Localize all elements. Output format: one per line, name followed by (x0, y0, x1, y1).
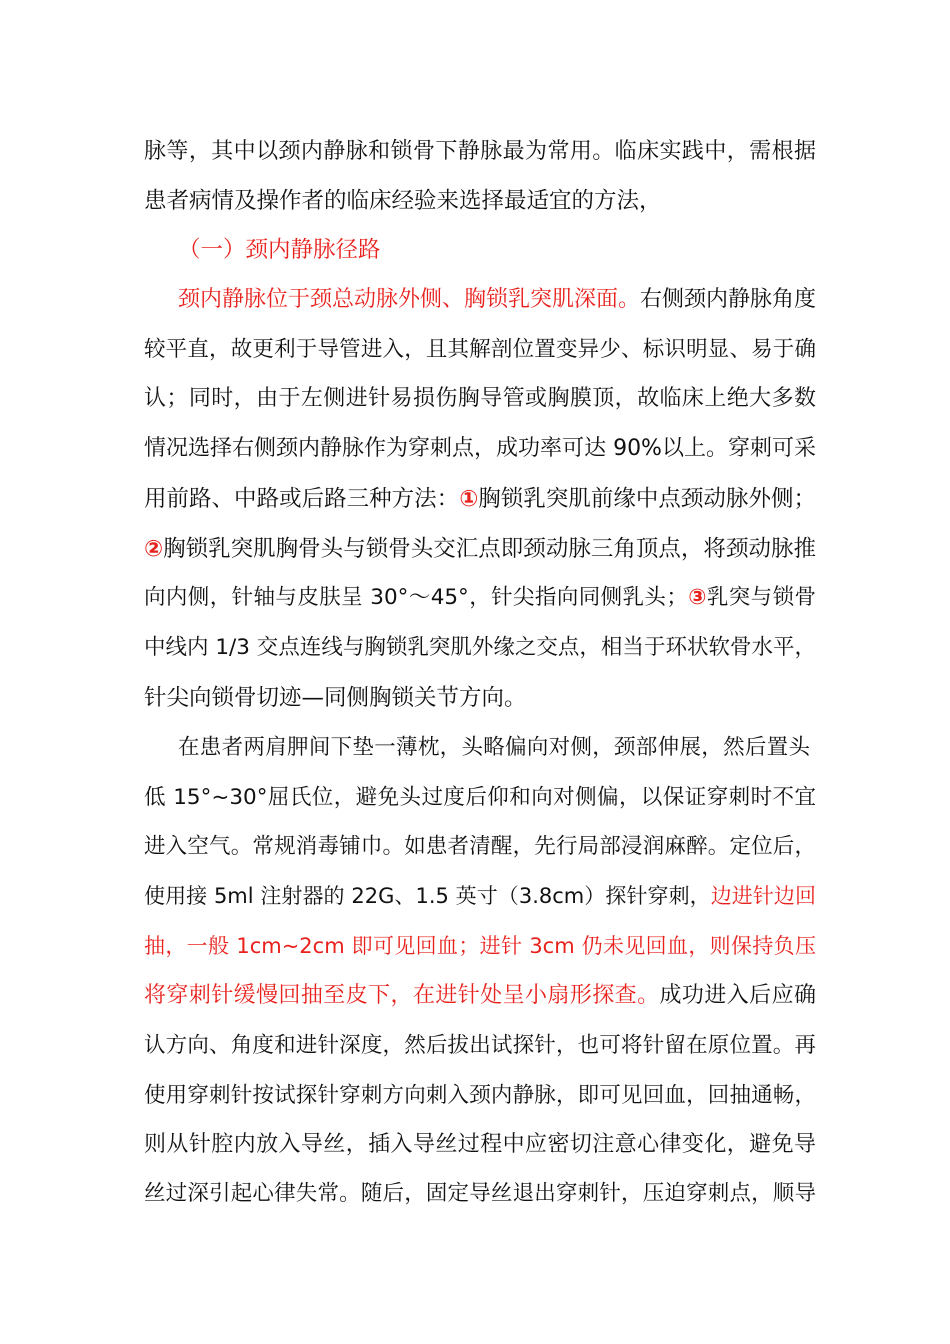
text-line (144, 433, 816, 465)
text-line (144, 1129, 816, 1161)
text-span: 中线内 1/3 交点连线与胸锁乳突肌外缘之交点，相当于环状软骨水平， (144, 635, 816, 660)
highlight-span: 颈内静脉位于颈总动脉外侧、胸锁乳突肌深面。 (178, 287, 641, 312)
text-line (144, 136, 816, 168)
text-line (144, 880, 816, 912)
marker-3: ③ (687, 585, 707, 610)
text-span: 脉等，其中以颈内静脉和锁骨下静脉最为常用。临床实践中，需根据 (144, 139, 816, 164)
marker-2: ② (144, 536, 164, 562)
text-span: 使用穿刺针按试探针穿刺方向刺入颈内静脉，即可见回血，回抽通畅， (144, 1083, 816, 1108)
text-span: （一）颈内静脉径路 (178, 237, 381, 263)
text-line (144, 682, 816, 714)
text-span: 患者病情及操作者的临床经验来选择最适宜的方法， (144, 188, 662, 214)
text-span: 右侧颈内静脉角度 (640, 287, 816, 312)
text-span: 丝过深引起心律失常。随后，固定导丝退出穿刺针，压迫穿刺点，顺导 (144, 1181, 816, 1206)
text-line (144, 483, 816, 515)
text-span: 情况选择右侧颈内静脉作为穿刺点，成功率可达 90%以上。穿刺可采 (144, 436, 816, 461)
text-line (144, 1178, 816, 1210)
section-heading (178, 234, 818, 266)
text-line (144, 185, 816, 217)
text-span: 则从针腔内放入导丝，插入导丝过程中应密切注意心律变化，避免导 (144, 1132, 816, 1157)
marker-1: ① (459, 486, 479, 512)
highlight-span: 边进针边回 (710, 884, 816, 908)
text-span: 针尖向锁骨切迹—同侧胸锁关节方向。 (144, 685, 527, 711)
text-span: 胸锁乳突肌前缘中点颈动脉外侧； (478, 486, 816, 512)
text-line (144, 632, 816, 664)
text-line (144, 334, 816, 366)
highlight-span: 抽，一般 1cm~2cm 即可见回血；进针 3cm 仍未见回血，则保持负压 (144, 934, 816, 958)
text-span: 胸锁乳突肌胸骨头与锁骨头交汇点即颈动脉三角顶点，将颈动脉推 (163, 536, 816, 562)
highlight-span: 将穿刺针缓慢回抽至皮下，在进针处呈小扇形探查。 (144, 983, 660, 1008)
text-span: 乳突与锁骨 (706, 585, 816, 610)
text-line (144, 1080, 816, 1112)
text-line (144, 582, 816, 614)
text-line (144, 980, 816, 1012)
text-line (178, 732, 810, 764)
text-line (178, 284, 816, 316)
text-span: 认方向、角度和进针深度，然后拔出试探针，也可将针留在原位置。再 (144, 1033, 816, 1058)
text-line (144, 383, 816, 415)
text-span: 低 15°~30°屈氏位，避免头过度后仰和向对侧偏，以保证穿刺时不宜 (144, 785, 816, 810)
text-span: 进入空气。常规消毒铺巾。如患者清醒，先行局部浸润麻醉。定位后， (144, 834, 816, 859)
text-line (144, 1030, 816, 1062)
text-span: 使用接 5ml 注射器的 22G、1.5 英寸（3.8cm）探针穿刺， (144, 884, 711, 908)
text-span: 在患者两肩胛间下垫一薄枕，头略偏向对侧，颈部伸展，然后置头 (178, 735, 810, 760)
text-line (144, 782, 816, 814)
text-span: 认；同时，由于左侧进针易损伤胸导管或胸膜顶，故临床上绝大多数 (144, 386, 816, 411)
text-span: 向内侧，针轴与皮肤呈 30°～45°，针尖指向同侧乳头； (144, 585, 688, 610)
text-line (144, 930, 816, 962)
text-line (144, 831, 816, 863)
text-span: 较平直，故更利于导管进入，且其解剖位置变异少、标识明显、易于确 (144, 337, 816, 362)
text-span: 成功进入后应确 (659, 983, 816, 1008)
text-line (144, 533, 816, 565)
text-span: 用前路、中路或后路三种方法： (144, 486, 460, 512)
